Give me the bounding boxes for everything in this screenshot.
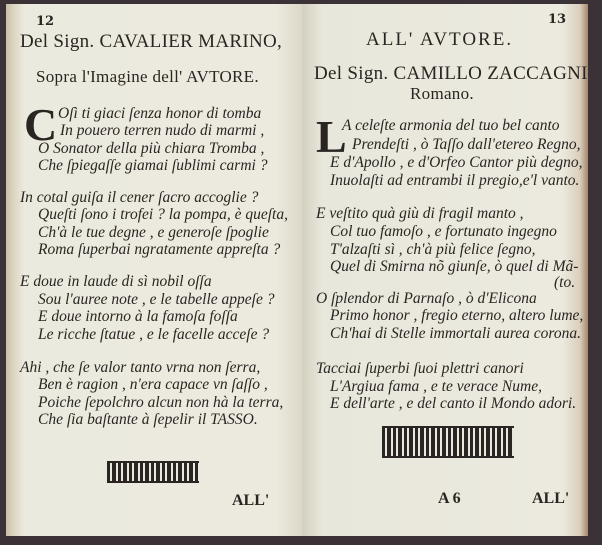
poem-subheading: Sopra l'Imagine dell' AVTORE.	[36, 67, 259, 86]
verse-line: Sou l'auree note , e le tabelle appeſe ?	[38, 291, 275, 308]
drop-cap: L	[316, 111, 347, 162]
verse-line: O Sonator della più chiara Tromba ,	[38, 140, 265, 157]
ornament-icon	[107, 461, 199, 483]
ornament-icon	[382, 426, 514, 458]
verse-line: E d'Apollo , e d'Orfeo Cantor più degno,	[330, 154, 583, 171]
right-page	[302, 4, 588, 536]
verse-line: L'Argiua fama , e te verace Nume,	[330, 378, 542, 395]
verse-line: Col tuo famoſo , e fortunato ingegno	[330, 223, 557, 240]
verse-line: Ben è ragion , n'era capace vn ſaſſo ,	[38, 376, 268, 393]
verse-line: O ſplendor di Parnaſo , ò d'Elicona	[316, 290, 537, 307]
poem-subheading: Del Sign. CAMILLO ZACCAGNI	[314, 63, 588, 84]
verse-line: E doue intorno à la famoſa foſſa	[38, 308, 238, 325]
verse-line: Che ſia baſtante à ſepelir il TASSO.	[38, 411, 258, 428]
verse-line: E dell'arte , e del canto il Mondo adori.	[330, 395, 577, 412]
catchword: ALL'	[232, 492, 270, 509]
verse-line: Inuolaſti ad entrambi il pregio,e'l vanto.	[330, 172, 580, 189]
verse-line: In pouero terren nudo di marmi ,	[60, 122, 265, 139]
catchword: ALL'	[532, 490, 570, 507]
verse-line: Che ſpiegaſſe giamai ſublimi carmi ?	[38, 157, 268, 174]
poem-heading: ALL' AVTORE.	[366, 29, 514, 50]
verse-line: Tacciai ſuperbi ſuoi plettri canori	[316, 360, 524, 377]
left-page	[6, 4, 302, 536]
verse-line: E doue in laude di sì nobil oſſa	[20, 273, 212, 290]
verse-line: Ahi , che ſe valor tanto vrna non ſerra,	[20, 359, 261, 376]
poem-subheading-2: Romano.	[410, 84, 474, 103]
verse-line: A celeſte armonia del tuo bel canto	[342, 117, 560, 134]
verse-line: Oſì ti giaci ſenza honor di tomba	[58, 105, 262, 122]
verse-line: In cotal guiſa il cener ſacro accoglie ?	[20, 189, 259, 206]
verse-line: Primo honor , fregio eterno, altero lume,	[330, 307, 584, 324]
poem-heading: Del Sign. CAVALIER MARINO,	[20, 31, 283, 52]
verse-line: (to.	[554, 274, 576, 291]
verse-line: E veſtito quà giù di fragil manto ,	[316, 205, 524, 222]
verse-line: T'alzaſti sì , ch'à più felice ſegno,	[330, 241, 536, 258]
signature-mark: A 6	[438, 490, 461, 507]
verse-line: Roma ſuperbai ngratamente appreſta ?	[38, 241, 281, 258]
page-number: 12	[36, 14, 55, 29]
verse-line: Ch'hai di Stelle immortali aurea corona.	[330, 325, 582, 342]
verse-line: Poiche ſepolchro alcun non hà la terra,	[38, 394, 284, 411]
drop-cap: C	[24, 99, 58, 150]
verse-line: Ch'à le tue degne , e generoſe ſpoglie	[38, 224, 269, 241]
verse-line: Le ricche ſtatue , e le facelle acceſe ?	[38, 326, 270, 343]
page-number: 13	[548, 12, 567, 27]
verse-line: Queſti ſono i trofei ? la pompa, è queſta,	[38, 206, 288, 223]
verse-line: Prendeſti , ò Taſſo dall'etereo Regno,	[352, 136, 581, 153]
verse-line: Quel di Smirna nõ giunſe, ò quel di Mã-	[330, 258, 579, 275]
